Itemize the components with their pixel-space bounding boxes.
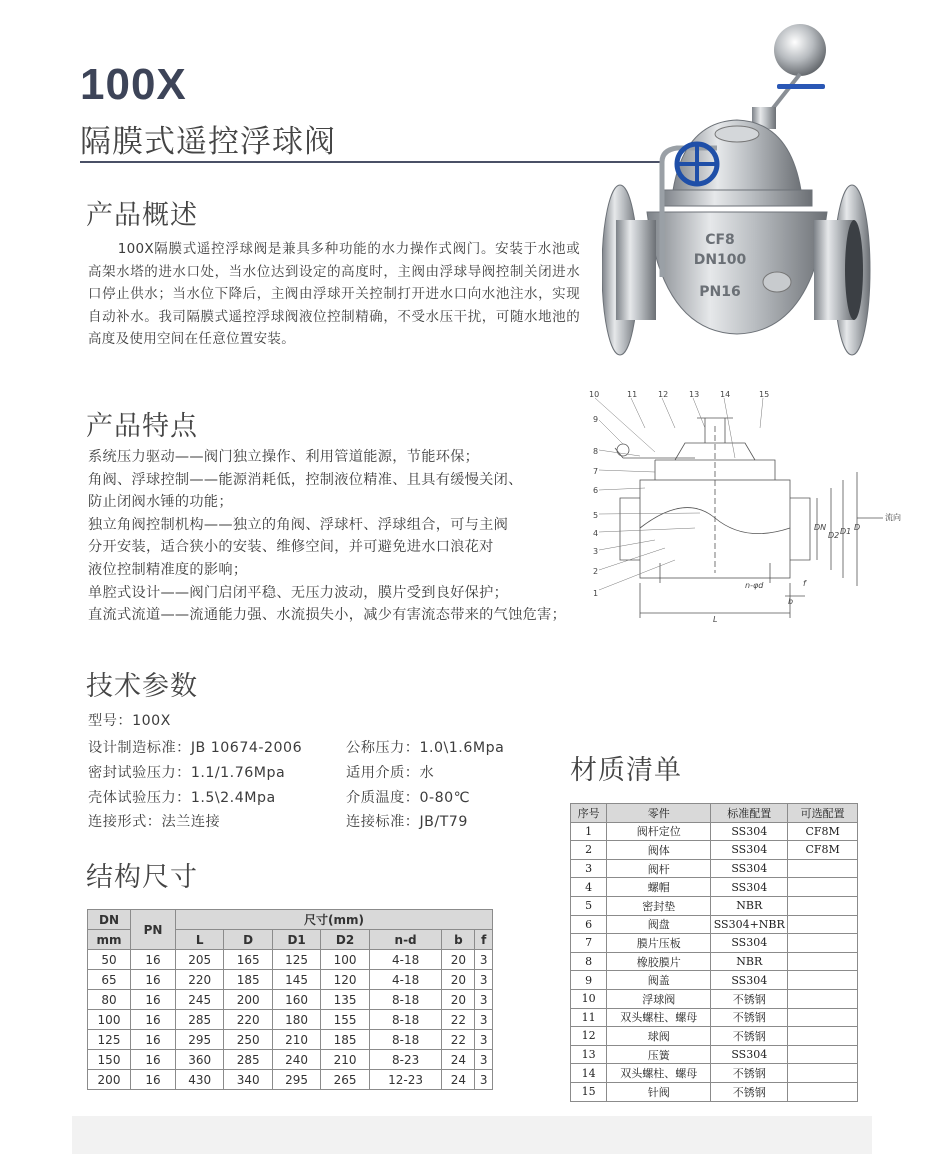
table-cell: 8 — [571, 952, 607, 971]
table-cell: 210 — [272, 1030, 320, 1050]
callout-15: 15 — [759, 390, 770, 399]
casting-mark-material: CF8 — [705, 232, 735, 248]
table-row — [571, 896, 858, 915]
table-row — [571, 915, 858, 934]
table-cell: 22 — [442, 1030, 475, 1050]
table-cell: 285 — [176, 1010, 224, 1030]
specs-heading: 技术参数 — [86, 671, 198, 702]
table-cell: CF8M — [788, 841, 858, 860]
table-cell: 1 — [571, 822, 607, 841]
callout-14: 14 — [720, 390, 731, 399]
table-cell: 12-23 — [369, 1070, 442, 1090]
table-cell: 155 — [321, 1010, 369, 1030]
dim-dn: DN — [814, 523, 827, 532]
table-cell: NBR — [711, 952, 788, 971]
table-cell: 295 — [176, 1030, 224, 1050]
callout-5: 5 — [593, 511, 599, 520]
table-cell: 185 — [321, 1030, 369, 1050]
table-row — [571, 1027, 858, 1046]
table-cell: 14 — [571, 1064, 607, 1083]
dim-f: f — [803, 579, 806, 588]
title-divider — [80, 161, 660, 163]
col-size-group: 尺寸(mm) — [176, 910, 493, 930]
table-cell: 16 — [131, 990, 176, 1010]
spec-design-standard: 设计制造标准：JB 10674-2006 — [88, 740, 303, 756]
table-cell — [788, 1064, 858, 1083]
table-cell: SS304 — [711, 934, 788, 953]
table-cell: 24 — [442, 1070, 475, 1090]
feature-line: 直流式流道——流通能力强、水流损失小，减少有害流态带来的气蚀危害； — [88, 607, 567, 624]
table-cell: 65 — [88, 970, 131, 990]
table-cell: 16 — [131, 1030, 176, 1050]
spec-nominal-pressure: 公称压力：1.0\1.6Mpa — [346, 740, 505, 756]
table-cell: 165 — [224, 950, 272, 970]
table-cell: 橡胶膜片 — [607, 952, 711, 971]
table-cell — [788, 878, 858, 897]
table-cell: 双头螺柱、螺母 — [607, 1064, 711, 1083]
table-cell: 12 — [571, 1027, 607, 1046]
table-cell: 膜片压板 — [607, 934, 711, 953]
table-cell: 6 — [571, 915, 607, 934]
dimensions-table — [87, 909, 493, 1090]
table-cell: 3 — [475, 1010, 493, 1030]
callout-9: 9 — [593, 415, 599, 424]
table-cell: 5 — [571, 896, 607, 915]
table-cell: 340 — [224, 1070, 272, 1090]
col-d2: D2 — [321, 930, 369, 950]
table-cell: 295 — [272, 1070, 320, 1090]
spec-medium: 适用介质：水 — [346, 765, 435, 781]
table-cell: 220 — [176, 970, 224, 990]
table-row — [88, 1050, 493, 1070]
dim-nd: n-φd — [745, 581, 764, 590]
casting-mark-size: DN100 — [693, 252, 747, 268]
col-nd: n-d — [369, 930, 442, 950]
col-dn: DN — [88, 910, 131, 930]
table-cell: 压簧 — [607, 1045, 711, 1064]
feature-line: 系统压力驱动——阀门独立操作、利用管道能源，节能环保； — [88, 449, 480, 465]
table-cell — [788, 915, 858, 934]
callout-10: 10 — [589, 390, 600, 399]
table-cell: 阀体 — [607, 841, 711, 860]
table-cell: NBR — [711, 896, 788, 915]
table-cell: 3 — [475, 1050, 493, 1070]
table-row — [571, 934, 858, 953]
model-code: 100X — [80, 60, 187, 109]
table-cell: 285 — [224, 1050, 272, 1070]
table-cell: 15 — [571, 1082, 607, 1101]
table-cell: SS304 — [711, 971, 788, 990]
table-cell: 245 — [176, 990, 224, 1010]
table-cell: 100 — [88, 1010, 131, 1030]
table-cell: 不锈钢 — [711, 1082, 788, 1101]
dimensions-heading: 结构尺寸 — [86, 862, 198, 893]
feature-line: 独立角阀控制机构——独立的角阀、浮球杆、浮球组合，可与主阀 — [88, 516, 509, 533]
table-cell: 135 — [321, 990, 369, 1010]
table-cell: 阀杆定位 — [607, 822, 711, 841]
table-cell: 125 — [88, 1030, 131, 1050]
table-cell: 150 — [88, 1050, 131, 1070]
table-cell: 不锈钢 — [711, 989, 788, 1008]
table-cell: 50 — [88, 950, 131, 970]
materials-heading: 材质清单 — [570, 755, 682, 786]
dim-b: b — [788, 597, 794, 606]
table-cell: SS304 — [711, 1045, 788, 1064]
table-row — [88, 1070, 493, 1090]
table-row — [571, 989, 858, 1008]
table-cell: 螺帽 — [607, 878, 711, 897]
table-cell: 不锈钢 — [711, 1008, 788, 1027]
table-cell: 125 — [272, 950, 320, 970]
spec-model: 型号：100X — [88, 713, 171, 729]
table-cell: 10 — [571, 989, 607, 1008]
table-cell: 4 — [571, 878, 607, 897]
dim-d2: D2 — [828, 531, 840, 540]
overview-paragraph: 100X隔膜式遥控浮球阀是兼具多种功能的水力操作式阀门。安装于水池或高架水塔的进水口处，当水位达到设定的高度时，主阀由浮球导阀控制关闭进水口停止供水；当水位下降后，主阀由浮球开关控制打开进水口向水池注水，实现自动补水。我司隔膜式遥控浮球阀液位控制精确，不受水压干扰，可随水地池的高度及使用空间在任意位置安装。 — [88, 241, 580, 348]
table-cell: 11 — [571, 1008, 607, 1027]
feature-line: 单腔式设计——阀门启闭平稳、无压力波动，膜片受到良好保护； — [88, 584, 509, 601]
table-cell: 双头螺柱、螺母 — [607, 1008, 711, 1027]
flow-direction-label: 流向 — [885, 513, 901, 522]
table-row — [571, 859, 858, 878]
feature-line: 液位控制精准度的影响； — [88, 561, 248, 578]
col-b: b — [442, 930, 475, 950]
table-cell: 145 — [272, 970, 320, 990]
materials-col-header: 序号 — [571, 804, 607, 823]
table-row — [571, 1045, 858, 1064]
spec-shell-test: 壳体试验压力：1.5\2.4Mpa — [88, 790, 276, 806]
callout-6: 6 — [593, 486, 599, 495]
table-cell: 2 — [571, 841, 607, 860]
table-cell: 250 — [224, 1030, 272, 1050]
table-cell — [788, 1027, 858, 1046]
footer-band — [72, 1116, 872, 1154]
table-cell: 3 — [475, 970, 493, 990]
table-cell: 4-18 — [369, 950, 442, 970]
table-cell: SS304 — [711, 859, 788, 878]
table-cell: SS304+NBR — [711, 915, 788, 934]
col-pn: PN — [131, 910, 176, 950]
table-cell: 8-23 — [369, 1050, 442, 1070]
table-cell — [788, 934, 858, 953]
callout-8: 8 — [593, 447, 599, 456]
table-cell: 205 — [176, 950, 224, 970]
materials-col-header: 零件 — [607, 804, 711, 823]
dim-d1: D1 — [840, 527, 852, 536]
table-cell: 4-18 — [369, 970, 442, 990]
features-list — [88, 446, 608, 627]
table-cell: 3 — [571, 859, 607, 878]
table-cell: SS304 — [711, 841, 788, 860]
table-cell: CF8M — [788, 822, 858, 841]
table-cell — [788, 859, 858, 878]
table-row — [571, 822, 858, 841]
table-cell: 3 — [475, 950, 493, 970]
table-cell: 密封垫 — [607, 896, 711, 915]
callout-7: 7 — [593, 467, 599, 476]
callout-2: 2 — [593, 567, 599, 576]
spec-temperature: 介质温度：0-80℃ — [346, 790, 471, 806]
table-row — [571, 952, 858, 971]
materials-col-header: 标准配置 — [711, 804, 788, 823]
table-cell — [788, 896, 858, 915]
casting-mark-pressure: PN16 — [699, 284, 741, 300]
feature-line: 分开安装，适合狭小的安装、维修空间，并可避免进水口浪花对 — [88, 539, 494, 556]
table-cell: 16 — [131, 950, 176, 970]
table-row — [571, 971, 858, 990]
table-cell: 220 — [224, 1010, 272, 1030]
spec-connection-standard: 连接标准：JB/T79 — [346, 814, 468, 830]
table-cell: 阀盖 — [607, 971, 711, 990]
callout-1: 1 — [593, 589, 599, 598]
table-row — [88, 990, 493, 1010]
table-cell: 9 — [571, 971, 607, 990]
table-cell: 针阀 — [607, 1082, 711, 1101]
table-cell: 20 — [442, 990, 475, 1010]
table-cell — [788, 989, 858, 1008]
table-cell: 24 — [442, 1050, 475, 1070]
feature-line: 角阀、浮球控制——能源消耗低，控制液位精准、且具有缓慢关闭、 — [88, 471, 523, 488]
table-row — [571, 1064, 858, 1083]
table-row — [571, 1008, 858, 1027]
table-cell: 80 — [88, 990, 131, 1010]
col-f: f — [475, 930, 493, 950]
table-cell: 20 — [442, 970, 475, 990]
callout-3: 3 — [593, 547, 599, 556]
table-cell: 430 — [176, 1070, 224, 1090]
table-cell: 265 — [321, 1070, 369, 1090]
table-cell: 球阀 — [607, 1027, 711, 1046]
float-ball-icon — [774, 24, 826, 76]
table-cell — [788, 1082, 858, 1101]
table-cell: 3 — [475, 1030, 493, 1050]
table-cell: 阀杆 — [607, 859, 711, 878]
table-cell — [788, 952, 858, 971]
materials-table — [570, 803, 858, 1102]
feature-line: 防止闭阀水锤的功能； — [88, 494, 233, 511]
spec-seal-test: 密封试验压力：1.1/1.76Mpa — [88, 765, 286, 781]
col-mm: mm — [88, 930, 131, 950]
table-cell: 16 — [131, 1070, 176, 1090]
table-cell — [788, 1008, 858, 1027]
callout-4: 4 — [593, 529, 599, 538]
table-cell: 3 — [475, 1070, 493, 1090]
table-cell: 200 — [88, 1070, 131, 1090]
table-row — [88, 1030, 493, 1050]
table-cell: 240 — [272, 1050, 320, 1070]
callout-13: 13 — [689, 390, 700, 399]
col-l: L — [176, 930, 224, 950]
table-cell: 360 — [176, 1050, 224, 1070]
callout-11: 11 — [627, 390, 638, 399]
table-cell: 200 — [224, 990, 272, 1010]
table-cell: 16 — [131, 1050, 176, 1070]
table-cell: 7 — [571, 934, 607, 953]
callout-12: 12 — [658, 390, 669, 399]
spec-connection: 连接形式：法兰连接 — [88, 814, 221, 830]
table-cell: SS304 — [711, 878, 788, 897]
table-cell: 浮球阀 — [607, 989, 711, 1008]
table-cell: 20 — [442, 950, 475, 970]
table-cell: 13 — [571, 1045, 607, 1064]
table-cell: 8-18 — [369, 1010, 442, 1030]
table-cell: 16 — [131, 970, 176, 990]
col-d: D — [224, 930, 272, 950]
table-cell: 16 — [131, 1010, 176, 1030]
table-cell: 120 — [321, 970, 369, 990]
dim-l: L — [713, 615, 718, 624]
table-cell: 22 — [442, 1010, 475, 1030]
table-cell: 210 — [321, 1050, 369, 1070]
features-heading: 产品特点 — [86, 411, 198, 442]
dim-d: D — [854, 523, 861, 532]
overview-heading: 产品概述 — [86, 200, 198, 231]
materials-col-header: 可选配置 — [788, 804, 858, 823]
table-row — [571, 878, 858, 897]
table-cell: 不锈钢 — [711, 1027, 788, 1046]
valve-product-photo — [602, 12, 872, 357]
valve-section-drawing — [585, 388, 915, 633]
table-cell — [788, 1045, 858, 1064]
table-cell — [788, 971, 858, 990]
table-row — [88, 1010, 493, 1030]
table-cell: 8-18 — [369, 990, 442, 1010]
table-cell: 185 — [224, 970, 272, 990]
table-cell: 160 — [272, 990, 320, 1010]
table-cell: 180 — [272, 1010, 320, 1030]
table-cell: 3 — [475, 990, 493, 1010]
col-d1: D1 — [272, 930, 320, 950]
table-row — [571, 1082, 858, 1101]
product-title: 隔膜式遥控浮球阀 — [80, 124, 336, 160]
table-cell: 8-18 — [369, 1030, 442, 1050]
table-row — [571, 841, 858, 860]
table-cell: 不锈钢 — [711, 1064, 788, 1083]
ball-valve-handle-icon — [777, 84, 825, 89]
table-row — [88, 950, 493, 970]
table-cell: 阀盘 — [607, 915, 711, 934]
table-row — [88, 970, 493, 990]
table-cell: 100 — [321, 950, 369, 970]
table-cell: SS304 — [711, 822, 788, 841]
